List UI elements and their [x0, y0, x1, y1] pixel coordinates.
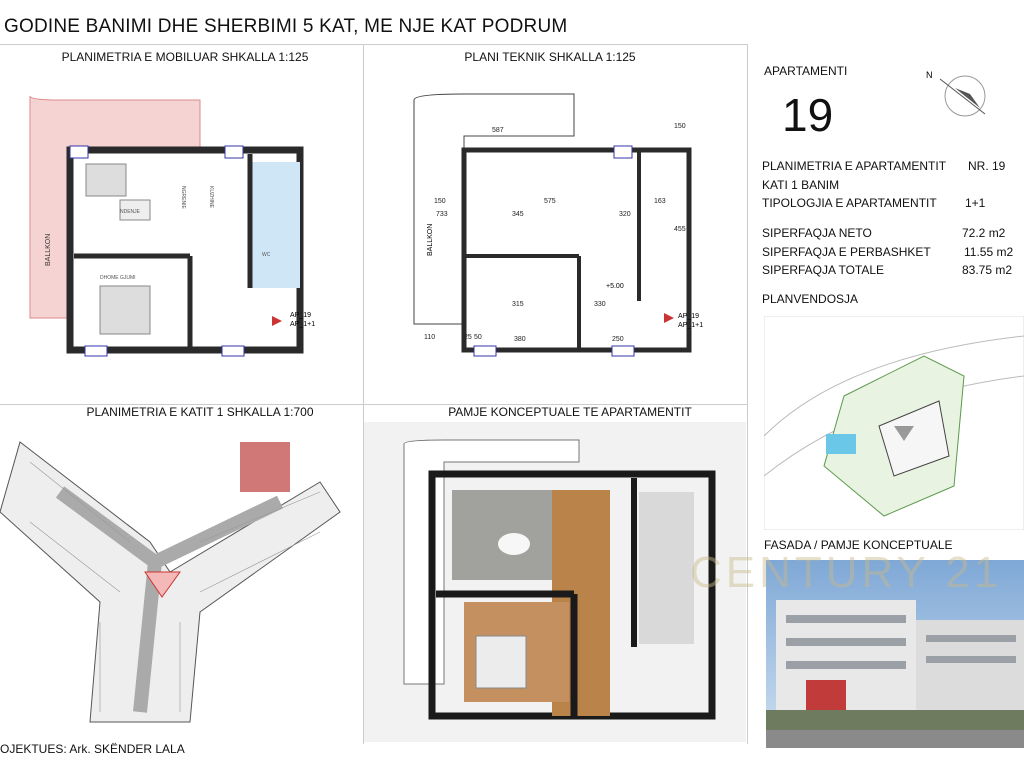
kitchen-label: KUZHINE — [208, 186, 214, 208]
apartment-label: APARTAMENTI — [764, 64, 848, 78]
watermark: CENTURY 21 — [690, 548, 1003, 597]
render-table — [498, 533, 530, 555]
balcony-label: BALLKON — [45, 233, 52, 266]
apartment-number: 19 — [782, 89, 834, 141]
floor-plan-drawing — [0, 422, 362, 742]
page-title: GODINE BANIMI DHE SHERBIMI 5 KAT, ME NJE KAT PODRUM — [4, 16, 568, 37]
area-label: SIPERFAQJA TOTALE — [762, 263, 885, 277]
designer-credit: OJEKTUES: Ark. SKËNDER LALA — [0, 742, 185, 756]
north-arrow-icon — [920, 64, 990, 124]
divider-vertical-2 — [747, 44, 748, 744]
divider-top — [0, 44, 747, 45]
window — [70, 146, 88, 158]
svg-text:25: 25 — [464, 334, 472, 341]
site-plan-label: PLANVENDOSJA — [762, 292, 859, 306]
sofa — [86, 164, 126, 196]
furnished-plan-drawing — [0, 66, 362, 402]
info-row-value: 1+1 — [965, 196, 986, 210]
facade-label: FASADA / PAMJE KONCEPTUALE — [764, 538, 953, 552]
area-label: SIPERFAQJA NETO — [762, 226, 872, 240]
svg-text:150: 150 — [434, 198, 446, 205]
elevation-label: +5.00 — [606, 283, 624, 290]
dining-label: NGRENIE — [180, 186, 186, 209]
concept-render — [364, 422, 746, 742]
svg-text:110: 110 — [424, 334, 436, 341]
balcony-label: BALLKON — [427, 223, 434, 256]
bed — [100, 286, 150, 334]
furnished-plan-title: PLANIMETRIA E MOBILUAR SHKALLA 1:125 — [61, 50, 309, 64]
render-bed — [476, 636, 526, 688]
technical-walls — [464, 150, 689, 350]
svg-text:575: 575 — [544, 198, 556, 205]
svg-text:50: 50 — [474, 334, 482, 341]
svg-text:733: 733 — [436, 211, 448, 218]
svg-text:250: 250 — [612, 336, 624, 343]
ap-label: AP_19 — [678, 313, 700, 320]
svg-text:345: 345 — [512, 211, 524, 218]
window — [225, 146, 243, 158]
svg-text:330: 330 — [594, 301, 606, 308]
entry-marker — [272, 316, 282, 326]
svg-text:587: 587 — [492, 127, 504, 134]
living-floor — [452, 490, 552, 580]
area-label: SIPERFAQJA E PERBASHKET — [762, 245, 931, 259]
svg-text:163: 163 — [654, 198, 666, 205]
area-value: 11.55 m2 — [964, 245, 1014, 259]
window — [222, 346, 244, 356]
info-row-label: PLANIMETRIA E APARTAMENTIT — [762, 159, 947, 173]
svg-text:455: 455 — [674, 226, 686, 233]
bathroom-area — [250, 162, 300, 288]
concept-title: PAMJE KONCEPTUALE TE APARTAMENTIT — [448, 405, 692, 419]
svg-text:150: 150 — [674, 123, 686, 130]
facade-accent — [806, 680, 846, 710]
svg-text:N: N — [926, 70, 933, 80]
bedroom-label: DHOME GJUMI — [100, 275, 136, 281]
svg-text:380: 380 — [514, 336, 526, 343]
entry-marker — [664, 313, 674, 323]
ap-label: AP_19 — [290, 312, 312, 319]
technical-plan-title: PLANI TEKNIK SHKALLA 1:125 — [464, 50, 636, 64]
bathroom-floor — [639, 492, 694, 644]
floor-plan-title: PLANIMETRIA E KATIT 1 SHKALLA 1:700 — [86, 405, 314, 419]
area-value: 72.2 m2 — [962, 226, 1006, 240]
area-value: 83.75 m2 — [962, 263, 1013, 277]
ap-type: AP_1+1 — [290, 321, 316, 328]
svg-text:320: 320 — [619, 211, 631, 218]
info-row-label: TIPOLOGJIA E APARTAMENTIT — [762, 196, 937, 210]
technical-plan-drawing — [364, 66, 746, 402]
balcony-area — [30, 96, 200, 318]
svg-text:315: 315 — [512, 301, 524, 308]
info-row-value: NR. 19 — [968, 159, 1006, 173]
living-label: NDENJE — [120, 209, 141, 215]
site-plan-image — [764, 316, 1024, 530]
window — [85, 346, 107, 356]
info-row-label: KATI 1 BANIM — [762, 178, 840, 192]
apartment-highlight — [240, 442, 290, 492]
pool — [826, 434, 856, 454]
bath-label: WC — [262, 252, 271, 258]
ap-type: AP_1+1 — [678, 322, 704, 329]
